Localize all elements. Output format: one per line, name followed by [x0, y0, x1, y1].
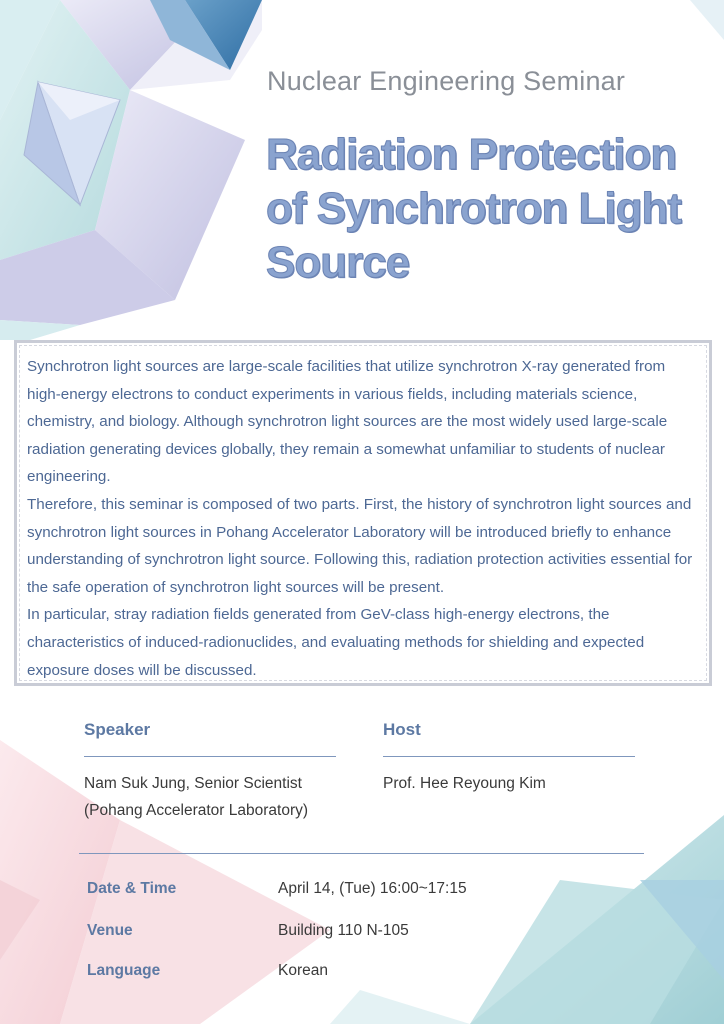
abstract-paragraph: In particular, stray radiation fields generated from GeV-class high-energy electrons, the characteristics of induced-radionuclides, and evaluating methods for shielding and expected exposure doses will be discussed. [27, 606, 645, 679]
speaker-label: Speaker [84, 720, 151, 739]
venue-value: Building 110 N-105 [278, 922, 409, 939]
abstract-box [14, 340, 712, 686]
speaker-name: Nam Suk Jung, Senior Scientist [84, 775, 302, 792]
series-title: Nuclear Engineering Seminar [267, 66, 626, 96]
speaker-affiliation: (Pohang Accelerator Laboratory) [84, 802, 309, 819]
host-divider [383, 756, 635, 757]
language-value: Korean [278, 962, 328, 979]
title-line: of Synchrotron Light [266, 184, 682, 233]
details-divider [79, 853, 644, 854]
host-name: Prof. Hee Reyoung Kim [383, 775, 546, 792]
seminar-title [266, 128, 706, 290]
abstract-paragraph: Therefore, this seminar is composed of two parts. First, the history of synchrotron light sources and synchrotron light sources in Pohang Accelerator Laboratory will be introduced briefly to enhance understanding of synchrotron light source. Following this, radiation protection activities essential for the safe operation of synchrotron light sources will be present. [27, 495, 693, 596]
speaker-info [84, 770, 308, 824]
language-label: Language [87, 962, 161, 979]
abstract-paragraph: Synchrotron light sources are large-scale facilities that utilize synchrotron X-ray generated from high-energy electrons to conduct experiments in various fields, including materials science, chemistry, and biology. Although synchrotron light sources are the most widely used large-scale radiation generating devices globally, they remain a somewhat unfamiliar to students of nuclear engineering. [27, 358, 668, 486]
title-line: Radiation Protection [266, 130, 677, 179]
speaker-divider [84, 756, 336, 757]
host-label: Host [383, 720, 421, 739]
date-time-label: Date & Time [87, 880, 177, 897]
title-line: Source [266, 238, 410, 287]
date-time-value: April 14, (Tue) 16:00~17:15 [278, 880, 467, 897]
venue-label: Venue [87, 922, 133, 939]
